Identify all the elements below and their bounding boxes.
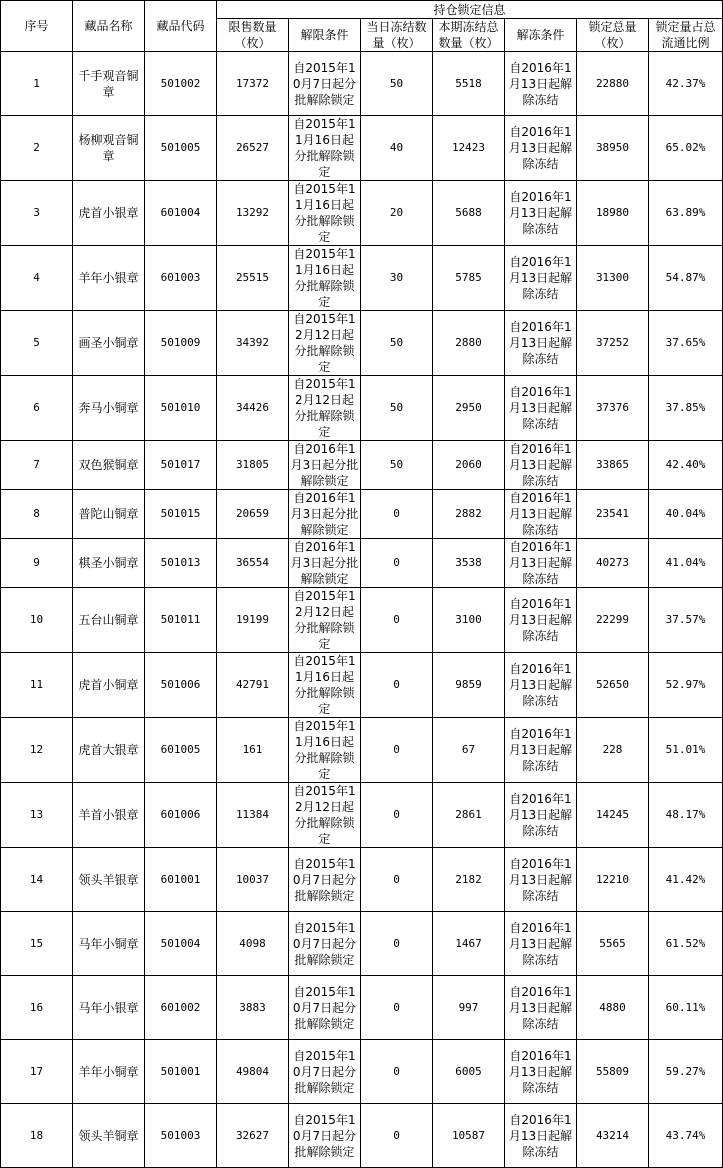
cell-ratio: 42.37%	[649, 52, 723, 116]
cell-period-frozen: 9859	[433, 653, 505, 718]
header-period-frozen: 本期冻结总数量（枚）	[433, 19, 505, 52]
cell-locked-total: 22299	[577, 588, 649, 653]
cell-period-frozen: 3538	[433, 539, 505, 588]
cell-no: 4	[1, 246, 73, 311]
cell-period-frozen: 5688	[433, 181, 505, 246]
cell-unfreeze-cond: 自2016年1月13日起解除冻结	[505, 539, 577, 588]
cell-unfreeze-cond: 自2016年1月13日起解除冻结	[505, 52, 577, 116]
cell-no: 6	[1, 376, 73, 441]
cell-day-frozen: 0	[361, 1040, 433, 1104]
cell-restricted: 34426	[217, 376, 289, 441]
cell-ratio: 60.11%	[649, 976, 723, 1040]
cell-day-frozen: 0	[361, 539, 433, 588]
header-day-frozen: 当日冻结数量（枚）	[361, 19, 433, 52]
cell-locked-total: 55809	[577, 1040, 649, 1104]
cell-unfreeze-cond: 自2016年1月13日起解除冻结	[505, 848, 577, 912]
cell-name: 杨柳观音铜章	[73, 116, 145, 181]
cell-ratio: 37.57%	[649, 588, 723, 653]
cell-name: 棋圣小铜章	[73, 539, 145, 588]
cell-restricted: 25515	[217, 246, 289, 311]
cell-unfreeze-cond: 自2016年1月13日起解除冻结	[505, 490, 577, 539]
cell-unlock-cond: 自2015年10月7日起分批解除锁定	[289, 1104, 361, 1168]
cell-name: 奔马小铜章	[73, 376, 145, 441]
table-row	[1, 311, 723, 376]
cell-period-frozen: 2882	[433, 490, 505, 539]
table-row	[1, 653, 723, 718]
cell-restricted: 34392	[217, 311, 289, 376]
cell-code: 601002	[145, 976, 217, 1040]
cell-no: 18	[1, 1104, 73, 1168]
cell-locked-total: 37252	[577, 311, 649, 376]
cell-unlock-cond: 自2015年10月7日起分批解除锁定	[289, 1040, 361, 1104]
cell-unfreeze-cond: 自2016年1月13日起解除冻结	[505, 588, 577, 653]
cell-unfreeze-cond: 自2016年1月13日起解除冻结	[505, 783, 577, 848]
cell-code: 501009	[145, 311, 217, 376]
table-row	[1, 490, 723, 539]
table-row	[1, 848, 723, 912]
cell-period-frozen: 1467	[433, 912, 505, 976]
cell-no: 3	[1, 181, 73, 246]
table-row	[1, 52, 723, 116]
table-row	[1, 588, 723, 653]
cell-ratio: 51.01%	[649, 718, 723, 783]
cell-ratio: 63.89%	[649, 181, 723, 246]
cell-unfreeze-cond: 自2016年1月13日起解除冻结	[505, 116, 577, 181]
cell-locked-total: 14245	[577, 783, 649, 848]
header-ratio: 锁定量占总流通比例	[649, 19, 723, 52]
cell-locked-total: 228	[577, 718, 649, 783]
cell-period-frozen: 6005	[433, 1040, 505, 1104]
cell-ratio: 37.65%	[649, 311, 723, 376]
cell-unlock-cond: 自2015年11月16日起分批解除锁定	[289, 181, 361, 246]
cell-name: 普陀山铜章	[73, 490, 145, 539]
cell-name: 五台山铜章	[73, 588, 145, 653]
cell-period-frozen: 3100	[433, 588, 505, 653]
cell-unlock-cond: 自2016年1月3日起分批解除锁定	[289, 441, 361, 490]
cell-ratio: 59.27%	[649, 1040, 723, 1104]
cell-name: 羊年小铜章	[73, 1040, 145, 1104]
cell-name: 领头羊铜章	[73, 1104, 145, 1168]
cell-restricted: 17372	[217, 52, 289, 116]
cell-day-frozen: 0	[361, 848, 433, 912]
cell-day-frozen: 0	[361, 653, 433, 718]
cell-code: 501013	[145, 539, 217, 588]
header-unlock-cond: 解限条件	[289, 19, 361, 52]
cell-no: 14	[1, 848, 73, 912]
cell-period-frozen: 2861	[433, 783, 505, 848]
cell-period-frozen: 997	[433, 976, 505, 1040]
cell-locked-total: 37376	[577, 376, 649, 441]
header-restricted: 限售数量（枚）	[217, 19, 289, 52]
cell-code: 501011	[145, 588, 217, 653]
cell-name: 马年小铜章	[73, 912, 145, 976]
cell-restricted: 161	[217, 718, 289, 783]
cell-unlock-cond: 自2015年10月7日起分批解除锁定	[289, 52, 361, 116]
cell-locked-total: 40273	[577, 539, 649, 588]
cell-no: 8	[1, 490, 73, 539]
cell-day-frozen: 0	[361, 976, 433, 1040]
cell-ratio: 65.02%	[649, 116, 723, 181]
cell-ratio: 48.17%	[649, 783, 723, 848]
cell-restricted: 3883	[217, 976, 289, 1040]
header-unfreeze-cond: 解冻条件	[505, 19, 577, 52]
cell-ratio: 37.85%	[649, 376, 723, 441]
cell-ratio: 40.04%	[649, 490, 723, 539]
cell-unfreeze-cond: 自2016年1月13日起解除冻结	[505, 718, 577, 783]
cell-period-frozen: 5518	[433, 52, 505, 116]
cell-restricted: 11384	[217, 783, 289, 848]
cell-restricted: 19199	[217, 588, 289, 653]
cell-period-frozen: 2182	[433, 848, 505, 912]
cell-locked-total: 5565	[577, 912, 649, 976]
cell-no: 7	[1, 441, 73, 490]
cell-unfreeze-cond: 自2016年1月13日起解除冻结	[505, 441, 577, 490]
cell-no: 12	[1, 718, 73, 783]
cell-code: 601005	[145, 718, 217, 783]
cell-locked-total: 4880	[577, 976, 649, 1040]
cell-unlock-cond: 自2015年12月12日起分批解除锁定	[289, 588, 361, 653]
cell-code: 601006	[145, 783, 217, 848]
cell-no: 1	[1, 52, 73, 116]
header-no: 序号	[1, 1, 73, 52]
cell-ratio: 52.97%	[649, 653, 723, 718]
cell-locked-total: 33865	[577, 441, 649, 490]
cell-day-frozen: 40	[361, 116, 433, 181]
table-row	[1, 783, 723, 848]
cell-no: 11	[1, 653, 73, 718]
table-row	[1, 116, 723, 181]
cell-restricted: 32627	[217, 1104, 289, 1168]
cell-unlock-cond: 自2015年10月7日起分批解除锁定	[289, 976, 361, 1040]
cell-restricted: 4098	[217, 912, 289, 976]
cell-name: 羊首小银章	[73, 783, 145, 848]
cell-restricted: 13292	[217, 181, 289, 246]
cell-day-frozen: 0	[361, 783, 433, 848]
cell-unfreeze-cond: 自2016年1月13日起解除冻结	[505, 311, 577, 376]
cell-period-frozen: 67	[433, 718, 505, 783]
cell-code: 501017	[145, 441, 217, 490]
cell-day-frozen: 0	[361, 588, 433, 653]
cell-code: 501010	[145, 376, 217, 441]
cell-unfreeze-cond: 自2016年1月13日起解除冻结	[505, 912, 577, 976]
header-code: 藏品代码	[145, 1, 217, 52]
table-row	[1, 441, 723, 490]
cell-unfreeze-cond: 自2016年1月13日起解除冻结	[505, 181, 577, 246]
cell-no: 9	[1, 539, 73, 588]
table-row	[1, 976, 723, 1040]
cell-name: 画圣小铜章	[73, 311, 145, 376]
cell-locked-total: 52650	[577, 653, 649, 718]
table-row	[1, 718, 723, 783]
cell-no: 13	[1, 783, 73, 848]
cell-name: 虎首大银章	[73, 718, 145, 783]
cell-day-frozen: 0	[361, 1104, 433, 1168]
cell-code: 601001	[145, 848, 217, 912]
cell-restricted: 20659	[217, 490, 289, 539]
cell-day-frozen: 30	[361, 246, 433, 311]
table-row	[1, 912, 723, 976]
cell-no: 15	[1, 912, 73, 976]
cell-name: 双色猴铜章	[73, 441, 145, 490]
cell-day-frozen: 20	[361, 181, 433, 246]
table-row	[1, 1040, 723, 1104]
cell-restricted: 10037	[217, 848, 289, 912]
cell-day-frozen: 50	[361, 441, 433, 490]
cell-period-frozen: 5785	[433, 246, 505, 311]
cell-restricted: 26527	[217, 116, 289, 181]
cell-locked-total: 31300	[577, 246, 649, 311]
cell-unlock-cond: 自2015年10月7日起分批解除锁定	[289, 848, 361, 912]
cell-unlock-cond: 自2016年1月3日起分批解除锁定	[289, 539, 361, 588]
cell-ratio: 54.87%	[649, 246, 723, 311]
cell-no: 10	[1, 588, 73, 653]
cell-day-frozen: 50	[361, 376, 433, 441]
cell-unlock-cond: 自2015年11月16日起分批解除锁定	[289, 718, 361, 783]
header-locked-total: 锁定总量（枚）	[577, 19, 649, 52]
cell-unfreeze-cond: 自2016年1月13日起解除冻结	[505, 1104, 577, 1168]
cell-unfreeze-cond: 自2016年1月13日起解除冻结	[505, 376, 577, 441]
cell-ratio: 61.52%	[649, 912, 723, 976]
cell-unlock-cond: 自2015年11月16日起分批解除锁定	[289, 653, 361, 718]
cell-ratio: 41.42%	[649, 848, 723, 912]
cell-unlock-cond: 自2015年11月16日起分批解除锁定	[289, 116, 361, 181]
cell-restricted: 36554	[217, 539, 289, 588]
cell-name: 领头羊银章	[73, 848, 145, 912]
cell-locked-total: 18980	[577, 181, 649, 246]
cell-locked-total: 43214	[577, 1104, 649, 1168]
cell-restricted: 49804	[217, 1040, 289, 1104]
cell-day-frozen: 0	[361, 490, 433, 539]
cell-day-frozen: 0	[361, 912, 433, 976]
table-row	[1, 376, 723, 441]
cell-code: 501006	[145, 653, 217, 718]
cell-no: 16	[1, 976, 73, 1040]
cell-restricted: 42791	[217, 653, 289, 718]
cell-unlock-cond: 自2015年11月16日起分批解除锁定	[289, 246, 361, 311]
cell-code: 601004	[145, 181, 217, 246]
table-row	[1, 539, 723, 588]
cell-period-frozen: 12423	[433, 116, 505, 181]
cell-day-frozen: 50	[361, 311, 433, 376]
cell-name: 羊年小银章	[73, 246, 145, 311]
cell-locked-total: 23541	[577, 490, 649, 539]
cell-unfreeze-cond: 自2016年1月13日起解除冻结	[505, 1040, 577, 1104]
cell-locked-total: 22880	[577, 52, 649, 116]
table-row	[1, 246, 723, 311]
cell-code: 501001	[145, 1040, 217, 1104]
table-row	[1, 181, 723, 246]
cell-locked-total: 38950	[577, 116, 649, 181]
cell-name: 虎首小铜章	[73, 653, 145, 718]
cell-code: 501002	[145, 52, 217, 116]
cell-unlock-cond: 自2016年1月3日起分批解除锁定	[289, 490, 361, 539]
cell-no: 2	[1, 116, 73, 181]
cell-unlock-cond: 自2015年12月12日起分批解除锁定	[289, 783, 361, 848]
cell-no: 17	[1, 1040, 73, 1104]
cell-unfreeze-cond: 自2016年1月13日起解除冻结	[505, 976, 577, 1040]
cell-locked-total: 12210	[577, 848, 649, 912]
cell-period-frozen: 10587	[433, 1104, 505, 1168]
cell-ratio: 41.04%	[649, 539, 723, 588]
cell-unlock-cond: 自2015年10月7日起分批解除锁定	[289, 912, 361, 976]
cell-name: 千手观音铜章	[73, 52, 145, 116]
cell-code: 501005	[145, 116, 217, 181]
cell-ratio: 42.40%	[649, 441, 723, 490]
cell-day-frozen: 0	[361, 718, 433, 783]
cell-unlock-cond: 自2015年12月12日起分批解除锁定	[289, 376, 361, 441]
cell-code: 501004	[145, 912, 217, 976]
cell-code: 501003	[145, 1104, 217, 1168]
header-name: 藏品名称	[73, 1, 145, 52]
cell-ratio: 43.74%	[649, 1104, 723, 1168]
cell-unfreeze-cond: 自2016年1月13日起解除冻结	[505, 653, 577, 718]
cell-code: 601003	[145, 246, 217, 311]
cell-period-frozen: 2880	[433, 311, 505, 376]
cell-period-frozen: 2950	[433, 376, 505, 441]
cell-unlock-cond: 自2015年12月12日起分批解除锁定	[289, 311, 361, 376]
table-body	[1, 52, 723, 1168]
cell-day-frozen: 50	[361, 52, 433, 116]
cell-restricted: 31805	[217, 441, 289, 490]
cell-no: 5	[1, 311, 73, 376]
cell-code: 501015	[145, 490, 217, 539]
group-header: 持仓锁定信息	[217, 1, 723, 19]
cell-unfreeze-cond: 自2016年1月13日起解除冻结	[505, 246, 577, 311]
cell-name: 虎首小银章	[73, 181, 145, 246]
cell-name: 马年小银章	[73, 976, 145, 1040]
cell-period-frozen: 2060	[433, 441, 505, 490]
